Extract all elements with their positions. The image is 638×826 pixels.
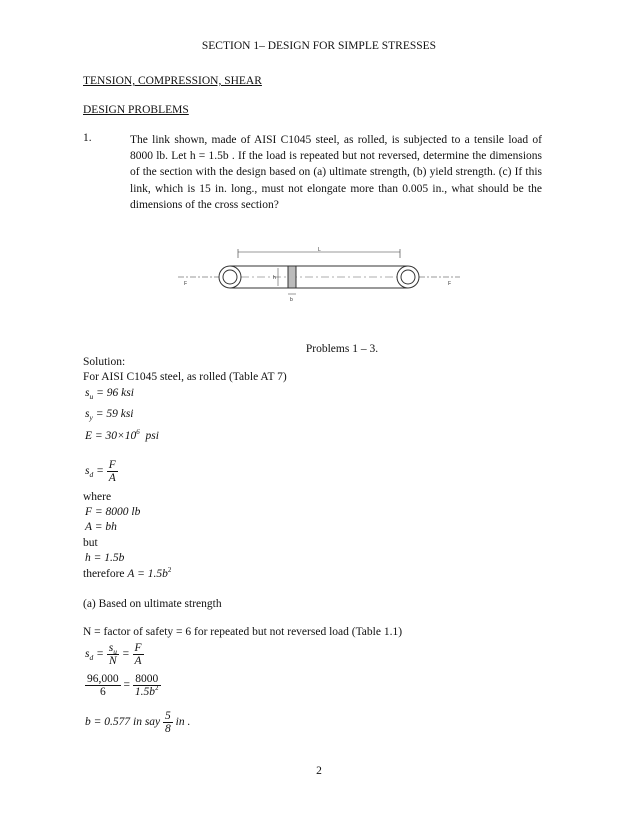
figure-label-h: h xyxy=(273,275,276,281)
problem-statement: The link shown, made of AISI C1045 steel, as rolled, is subjected to a tensile load of 8000 lb. Let h = 1.5b . If the load is repeated but not reversed, determine the dimensions of the section with the design based on (a) ultimate strength, (b) yield strength. (c) If this link, which is 15 in. long., must not elongate more than 0.005 in., what should be the dimensions of the cross section? xyxy=(130,134,542,211)
figure-label-b: b xyxy=(290,297,293,303)
figure-label-F-left: F xyxy=(184,281,188,287)
eq-E: $E = 30\times 10^6$ psi xyxy=(85,428,159,442)
eq-F: F = 8000 lb xyxy=(85,506,141,518)
eq-sd-F-over-A: $s_d$ = $\frac{F}{A}$ xyxy=(85,459,116,485)
eq-numeric: $\frac{96,000}{6}$ = $\frac{8000}{1.5b^2}$ xyxy=(87,673,159,699)
where-label: where xyxy=(83,491,112,503)
part-a-heading: (a) Based on ultimate strength xyxy=(83,598,222,610)
but-label: but xyxy=(83,537,98,549)
eq-b-result: b = 0.577 in say $\frac{5}{8}$ in . xyxy=(85,710,191,736)
eq-su: $s_u = 96$ ksi xyxy=(85,387,134,401)
eq-sy: $s_y = 59$ ksi xyxy=(85,408,134,422)
eq-sd-ratio: $s_d$ = $\frac{s_u}{N}$ = $\frac{F}{A}$ xyxy=(85,642,142,668)
material-line: For AISI C1045 steel, as rolled (Table AT 7) xyxy=(83,371,287,383)
figure-caption: Problems 1 – 3. xyxy=(305,343,379,355)
problem-number: 1. xyxy=(83,132,92,144)
subtopic-heading: DESIGN PROBLEMS xyxy=(83,104,189,116)
section-title: SECTION 1– DESIGN FOR SIMPLE STRESSES xyxy=(201,40,437,52)
page-number: 2 xyxy=(316,765,322,777)
eq-A-squared: therefore $A = 1.5b^2$ xyxy=(83,566,172,580)
link-figure xyxy=(178,246,460,306)
eq-A: A = bh xyxy=(85,521,117,533)
solution-heading: Solution: xyxy=(83,356,126,368)
eq-h: h = 1.5b xyxy=(85,552,125,564)
figure-label-F-right: F xyxy=(448,281,452,287)
topic-heading: TENSION, COMPRESSION, SHEAR xyxy=(83,75,262,87)
figure-label-L: L xyxy=(318,247,321,253)
safety-factor-line: N = factor of safety = 6 for repeated but not reversed load (Table 1.1) xyxy=(83,626,403,638)
